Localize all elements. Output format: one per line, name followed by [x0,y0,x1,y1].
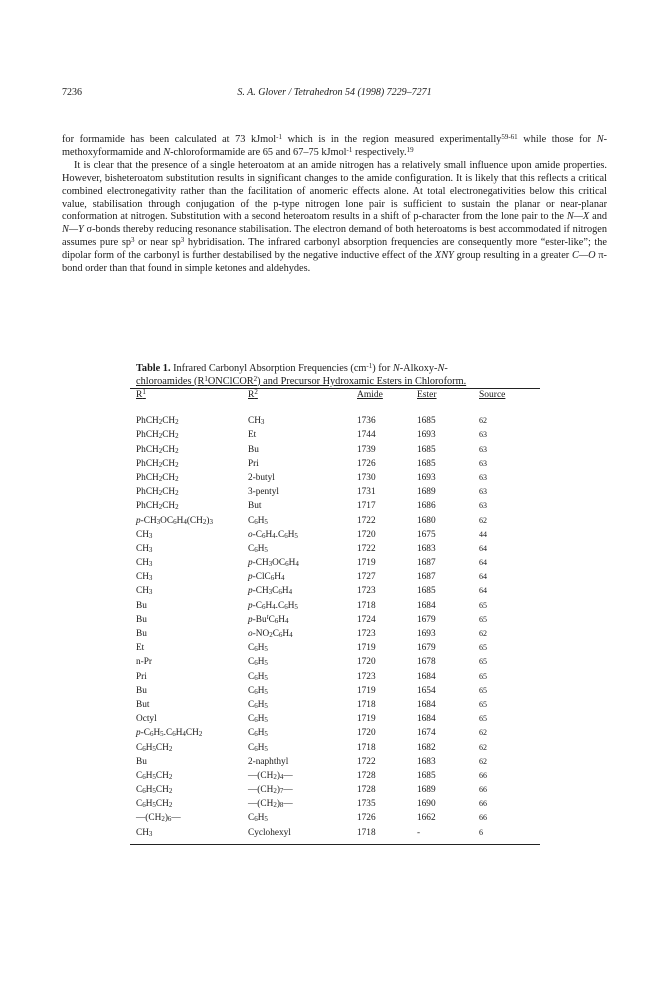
table-row [130,627,540,641]
cell-amide: 1718 [357,600,376,611]
cell-source: 66 [479,799,487,809]
cell-amide: 1718 [357,827,376,838]
cell-ester: 1686 [417,501,436,512]
cell-ester: 1679 [417,643,436,654]
cell-r2: $p-Bu^tC_6H_4$ [248,612,289,625]
table-row [130,826,540,840]
page-number: 7236 [62,87,82,98]
table-row [130,613,540,627]
cell-ester: - [417,827,421,838]
cell-r2: $p-C_6H_4.C_6H_5$ [248,600,298,611]
table-row [130,698,540,712]
table-caption: Table 1. Infrared Carbonyl Absorption Frequencies $(cm^{-1})$ for N-Alkoxy-N- chloroamides $(R^1ONClCOR^2)$ and Precursor Hydroxamic Esters in Chloroform. [136,362,467,387]
cell-source: 65 [479,657,487,667]
cell-source: 63 [479,430,487,440]
cell-r2: 2-naphthyl [248,756,289,767]
cell-ester: 1685 [417,770,436,781]
cell-source: 62 [479,515,487,525]
cell-r1: $C_6H_5CH_2$ [136,770,173,781]
cell-source: 64 [479,558,487,568]
paragraph-2: It is clear that the presence of a single heteroatom at an amide nitrogen has a relatively small influence upon amide properties. However, bisheteroatom substitution results in significant changes to the amide configuration. It is likely that this reflects a critical combined electronegativity rather than the facilitation of anomeric effects alone. At total electronegativities below this critical value, stabilisation through conjugation of the p-type nitrogen lone pair is sufficient to sustain the planar or near-planar conformation at nitrogen. Substitution with a second heteroatom results in a shift of p-character from the lone pair to the N—X and N—Y σ-bonds thereby reducing resonance stabilisation. The electron demand of both heteroatoms is best accommodated if nitrogen assumes pure $sp^3$ or near $sp^3$ hybridisation. The infrared carbonyl absorption frequencies are consequently more “ester-like”; the dipolar form of the carbonyl is further destabilised by the negative inductive effect of the XNY group resulting in a greater C—O π-bond order than that found in simple ketones and aldehydes. [62,159,608,275]
cell-amide: 1723 [357,586,376,597]
cell-source: 65 [479,671,487,681]
cell-r1: $CH_3$ [136,827,153,838]
table-row [130,542,540,556]
cell-ester: 1693 [417,472,436,483]
cell-ester: 1683 [417,756,436,767]
cell-ester: 1687 [417,558,436,569]
table-bottom-rule [130,844,540,845]
table-row [130,783,540,797]
cell-ester: 1684 [417,671,436,682]
cell-amide: 1736 [357,416,376,427]
table-row [130,428,540,442]
cell-r2: $C_6H_5$ [248,742,268,753]
cell-r2: Et [248,430,257,441]
cell-r1: Bu [136,614,147,625]
cell-amide: 1730 [357,472,376,483]
cell-amide: 1722 [357,543,376,554]
table-1 [130,363,540,845]
cell-r2: $C_6H_5$ [248,685,268,696]
cell-source: 64 [479,543,487,553]
cell-amide: 1723 [357,629,376,639]
cell-source: 62 [479,728,487,738]
table-row [130,741,540,755]
cell-r2: $C_6H_5$ [248,714,268,725]
cell-r2: $—(CH_2)_7—$ [248,785,293,796]
cell-ester: 1693 [417,629,436,639]
cell-r2: $—(CH_2)_8—$ [248,799,293,810]
table-row [130,485,540,499]
cell-r2: Cyclohexyl [248,827,291,838]
table-row [130,584,540,598]
cell-r1: $CH_3$ [136,543,153,554]
cell-r2: Bu [248,444,259,455]
cell-ester: 1679 [417,614,436,625]
cell-r2: $C_6H_5$ [248,543,268,554]
cell-amide: 1718 [357,742,376,753]
cell-source: 65 [479,714,487,724]
cell-r2: $C_6H_5$ [248,671,268,682]
cell-r1: $—(CH_2)_6—$ [136,813,181,824]
cell-amide: 1739 [357,444,376,455]
cell-r1: $p-C_6H_5.C_6H_4CH_2$ [136,728,203,739]
cell-r2: $p-CH_3C_6H_4$ [248,586,293,597]
cell-r1: $CH_3$ [136,558,153,569]
column-header-source: Source [479,390,506,401]
table-row [130,514,540,528]
column-header-r2: $R^2$ [248,388,258,401]
cell-r2: But [248,501,262,512]
cell-r1: $PhCH_2CH_2$ [136,458,179,469]
table-row [130,471,540,485]
cell-r2: $—(CH_2)_4—$ [248,770,293,781]
cell-r2: 2-butyl [248,472,275,483]
cell-ester: 1685 [417,458,436,469]
cell-r2: $C_6H_5$ [248,699,268,710]
cell-r1: $PhCH_2CH_2$ [136,444,179,455]
cell-r1: Bu [136,685,147,696]
cell-source: 65 [479,600,487,610]
cell-source: 62 [479,742,487,752]
cell-ester: 1685 [417,444,436,455]
table-row [130,414,540,428]
cell-r2: $C_6H_5$ [248,657,268,668]
cell-amide: 1724 [357,614,376,625]
table-row [130,811,540,825]
cell-r2: $C_6H_5$ [248,643,268,654]
table-row [130,712,540,726]
cell-source: 63 [479,501,487,511]
table-row [130,499,540,513]
table-row [130,726,540,740]
cell-source: 66 [479,813,487,823]
cell-source: 44 [479,529,487,539]
cell-r2: $C_6H_5$ [248,515,268,526]
cell-amide: 1744 [357,430,376,441]
cell-r1: Bu [136,629,147,639]
cell-source: 63 [479,458,487,468]
table-row [130,457,540,471]
cell-r2: $o-NO_2C_6H_4$ [248,629,293,639]
cell-r1: Et [136,643,145,654]
cell-source: 65 [479,643,487,653]
cell-source: 63 [479,444,487,454]
cell-r1: $C_6H_5CH_2$ [136,742,173,753]
cell-r1: n-Pr [136,657,153,668]
cell-r1: Bu [136,756,147,767]
cell-amide: 1728 [357,785,376,796]
cell-source: 66 [479,770,487,780]
cell-r2: $p-ClC_6H_4$ [248,572,285,583]
cell-ester: 1685 [417,416,436,427]
cell-ester: 1689 [417,487,436,498]
cell-ester: 1675 [417,529,436,540]
cell-ester: 1684 [417,714,436,725]
cell-ester: 1689 [417,785,436,796]
cell-source: 62 [479,629,487,638]
cell-ester: 1683 [417,543,436,554]
cell-source: 64 [479,572,487,582]
column-header-r1: $R^1$ [136,388,146,401]
column-header-amide: Amide [357,390,383,401]
cell-source: 63 [479,487,487,497]
cell-r1: $PhCH_2CH_2$ [136,501,179,512]
cell-source: 63 [479,472,487,482]
cell-source: 65 [479,699,487,709]
cell-source: 65 [479,685,487,695]
cell-amide: 1719 [357,558,376,569]
cell-ester: 1693 [417,430,436,441]
cell-r1: $PhCH_2CH_2$ [136,487,179,498]
cell-r2: Pri [248,458,259,469]
table-row [130,528,540,542]
cell-ester: 1662 [417,813,436,824]
cell-amide: 1720 [357,657,376,668]
cell-amide: 1735 [357,799,376,810]
table-row [130,797,540,811]
cell-ester: 1687 [417,572,436,583]
cell-amide: 1720 [357,529,376,540]
cell-amide: 1719 [357,685,376,696]
cell-ester: 1685 [417,586,436,597]
table-row [130,655,540,669]
cell-amide: 1728 [357,770,376,781]
cell-source: 6 [479,827,483,837]
cell-r1: $C_6H_5CH_2$ [136,785,173,796]
table-label: Table 1. [136,363,171,374]
cell-amide: 1717 [357,501,376,512]
cell-source: 62 [479,756,487,766]
cell-r2: $C_6H_5$ [248,728,268,739]
cell-r1: $PhCH_2CH_2$ [136,472,179,483]
cell-r1: $C_6H_5CH_2$ [136,799,173,810]
cell-r2: $C_6H_5$ [248,813,268,824]
cell-r2: $p-CH_3OC_6H_4$ [248,558,299,569]
cell-source: 65 [479,614,487,624]
cell-amide: 1719 [357,643,376,654]
cell-ester: 1678 [417,657,436,668]
cell-ester: 1684 [417,600,436,611]
cell-amide: 1722 [357,756,376,767]
table-header-row [130,389,540,402]
table-row [130,755,540,769]
cell-source: 64 [479,586,487,596]
table-row [130,443,540,457]
cell-ester: 1684 [417,699,436,710]
cell-r1: $PhCH_2CH_2$ [136,416,179,427]
body-text [62,134,607,276]
cell-amide: 1727 [357,572,376,583]
cell-amide: 1731 [357,487,376,498]
cell-source: 62 [479,416,487,426]
cell-r1: $PhCH_2CH_2$ [136,430,179,441]
table-row [130,684,540,698]
cell-ester: 1682 [417,742,436,753]
cell-r2: 3-pentyl [248,487,279,498]
cell-amide: 1720 [357,728,376,739]
cell-r1: Octyl [136,714,157,725]
cell-r2: $CH_3$ [248,416,265,427]
table-row [130,570,540,584]
cell-r1: $CH_3$ [136,586,153,597]
cell-r1: $p-CH_3OC_6H_4(CH_2)_3$ [136,515,213,526]
page-header [62,87,607,101]
cell-amide: 1726 [357,813,376,824]
paragraph-1: for formamide has been calculated at 73 kJmol$^{-1}$ which is in the region measured experimentally$^{59-61}$ while those for N-methoxyformamide and N-chloroformamide are 65 and 67–75 kJmol$^{-1}$ respectively.$^{19}$ [62,133,608,158]
cell-r1: But [136,699,150,710]
table-body [130,414,540,840]
cell-amide: 1718 [357,699,376,710]
cell-ester: 1674 [417,728,436,739]
cell-r1: Pri [136,671,147,682]
cell-r2: $o-C_6H_4.C_6H_5$ [248,529,298,540]
cell-ester: 1690 [417,799,436,810]
cell-amide: 1722 [357,515,376,526]
table-row [130,641,540,655]
table-row [130,670,540,684]
table-row [130,556,540,570]
cell-amide: 1726 [357,458,376,469]
running-head: S. A. Glover / Tetrahedron 54 (1998) 7229–7271 [237,87,432,98]
cell-source: 66 [479,785,487,795]
cell-amide: 1719 [357,714,376,725]
cell-r1: $CH_3$ [136,572,153,583]
table-row [130,769,540,783]
column-header-ester: Ester [417,390,437,401]
cell-r1: $CH_3$ [136,529,153,540]
cell-r1: Bu [136,600,147,611]
table-row [130,599,540,613]
cell-amide: 1723 [357,671,376,682]
cell-ester: 1680 [417,515,436,526]
cell-ester: 1654 [417,685,436,696]
